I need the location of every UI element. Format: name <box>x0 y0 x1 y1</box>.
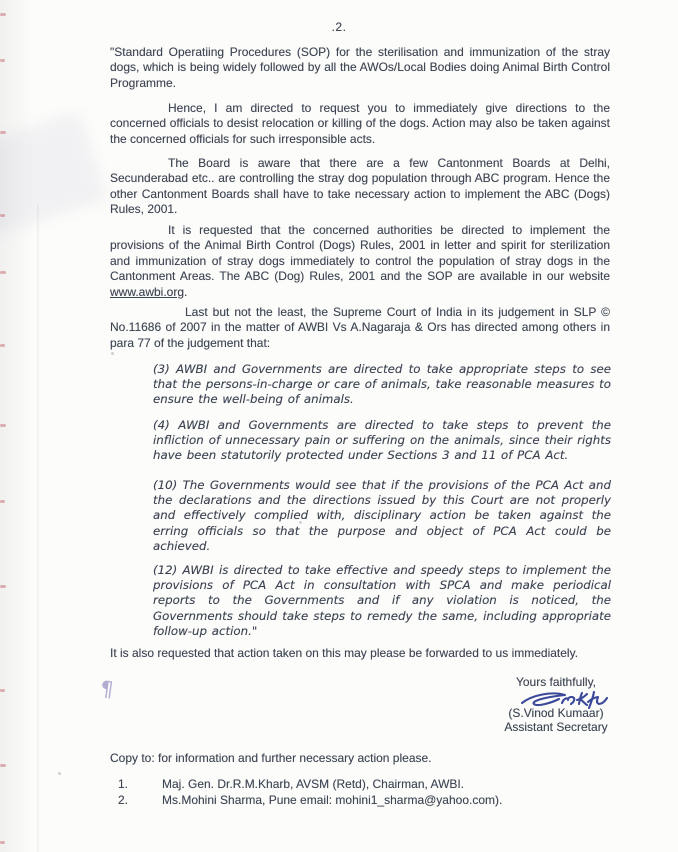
handwritten-pilcrow-mark: ¶ <box>98 676 115 702</box>
paragraph-sop: "Standard Operatiing Procedures (SOP) for the sterilisation and immunization of the stray dogs, which is being widely followed by all the AWOs/Local Bodies doing Animal Birth Control Programme. <box>110 45 610 90</box>
quote-para-10: (10) The Governments would see that if the provisions of the PCA Act and the declarations and the directions issued by this Court are not properly and effectively complied with, disciplinary action be taken against the erring officials so that the purpose and object of PCA Act could be achieved. <box>153 478 611 553</box>
copy-to-item <box>118 777 630 792</box>
paragraph-abc-rules-request <box>110 223 610 300</box>
signature-stroke <box>562 697 574 704</box>
page-number: .2. <box>331 20 347 34</box>
scan-edge-mark <box>0 841 5 844</box>
scan-edge-mark <box>0 500 5 503</box>
paragraph-supreme-court: Last but not the least, the Supreme Court of India in its judgement in SLP © No.11686 of 2007 in the matter of AWBI Vs A.Nagaraja & Ors has directed among others in para 77 of the judgement that: <box>110 305 610 350</box>
signatory-title: Assistant Secretary <box>504 720 608 734</box>
scan-edge-mark <box>0 13 6 16</box>
copy-to-item <box>118 793 630 808</box>
valediction: Yours faithfully, <box>515 675 597 689</box>
paragraph-abc-rules-text: It is requested that the concerned authorities be directed to implement the provisions of the Animal Birth Control (Dogs) Rules, 2001 in letter and spirit for sterilization and immunization of stray dogs immediately to control the population of stray dogs in the Cantonment Areas. The ABC (Dog) Rules, 2001 and the SOP are available in our website <box>110 223 610 284</box>
signature-stroke <box>577 693 587 705</box>
scan-edge-mark <box>0 764 6 767</box>
scan-crease-line <box>37 205 39 852</box>
copy-to-item-text: Ms.Mohini Sharma, Pune email: mohini1_sharma@yahoo.com). <box>162 793 503 807</box>
closing-request: It is also requested that action taken on this may please be forwarded to us immediately. <box>110 646 579 660</box>
scan-speck <box>58 772 61 775</box>
copy-to-item-number: 1. <box>118 777 129 791</box>
scan-speck <box>111 352 114 355</box>
scan-edge-mark <box>0 271 6 274</box>
paragraph-hence-directed: Hence, I am directed to request you to immediately give directions to the concerned officials to desist relocation or killing of the dogs. Action may also be taken against the concerned officials for such irresponsible acts. <box>110 101 610 146</box>
quote-para-4: (4) AWBI and Governments are directed to take steps to prevent the infliction of unnecessary pain or suffering on the animals, since their rights have been statutorily protected under Sections 3 and 11 of PCA Act. <box>153 418 611 463</box>
paragraph-abc-rules-period: . <box>184 284 188 299</box>
scan-edge-mark <box>0 214 5 217</box>
quote-para-3: (3) AWBI and Governments are directed to take appropriate steps to see that the persons-in-charge or care of animals, take reasonable measures to ensure the well-being of animals. <box>153 362 611 407</box>
signature-stroke <box>522 693 565 705</box>
signatory-name: (S.Vinod Kumaar) <box>508 706 604 720</box>
scan-edge-mark <box>0 689 5 692</box>
copy-to-item-text: Maj. Gen. Dr.R.M.Kharb, AVSM (Retd), Chairman, AWBI. <box>162 777 465 791</box>
scan-edge-mark <box>0 59 5 62</box>
scan-edge-mark <box>0 424 6 427</box>
scan-corner-shadow <box>0 112 107 237</box>
quote-para-12: (12) AWBI is directed to take effective and speedy steps to implement the provisions of PCA Act in consultation with SPCA and make periodical reports to the Governments and if any violation is noticed, the Governments should take steps to remedy the same, including appropriate follow-up action." <box>153 563 611 638</box>
copy-to-item-number: 2. <box>118 793 129 807</box>
scan-edge-mark <box>0 344 5 347</box>
scan-edge-mark <box>0 131 6 134</box>
paragraph-cantonment-boards: The Board is aware that there are a few Cantonment Boards at Delhi, Secunderabad etc.. are controlling the stray dog population through ABC program. Hence the other Cantonment Boards shall have to take necessary action to implement the ABC (Dogs) Rules, 2001. <box>110 156 610 217</box>
scan-left-shadow <box>0 0 44 852</box>
copy-to-heading: Copy to: for information and further necessary action please. <box>110 751 432 765</box>
scan-edge-mark <box>0 585 6 588</box>
awbi-website-link: www.awbi.org <box>110 284 185 299</box>
